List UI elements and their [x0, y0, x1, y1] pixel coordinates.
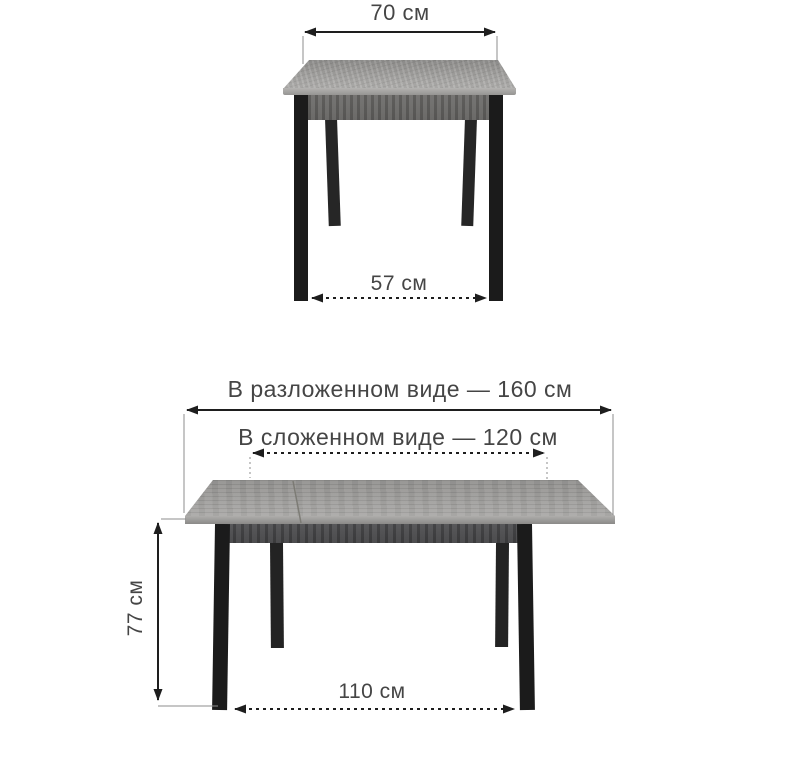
tabletop-edge — [185, 516, 615, 524]
dim-110-label: 110 см — [338, 680, 406, 703]
table-leg-rear-right — [495, 543, 509, 647]
dim-160-extended-label: В разложенном виде — 160 см — [227, 376, 573, 402]
tabletop-edge — [283, 88, 516, 95]
table-apron — [217, 524, 532, 543]
table-leg-front-left — [294, 94, 308, 301]
table-leg-rear-right — [461, 118, 477, 226]
dim-77-lines — [158, 519, 218, 706]
table-leg-rear-left — [270, 543, 284, 648]
dim-120-lines — [250, 453, 547, 479]
dim-77-height-label: 77 см — [124, 579, 147, 637]
dim-70-lines — [303, 32, 497, 64]
dim-57-label: 57 см — [370, 272, 428, 295]
dim-120-folded-label: В сложенном виде — 120 см — [238, 424, 558, 450]
dim-70-label: 70 см — [370, 0, 430, 25]
table-apron — [301, 95, 491, 120]
table-leg-front-right — [517, 524, 535, 710]
table-leg-rear-left — [325, 118, 341, 226]
tabletop-surface — [185, 480, 615, 516]
tabletop-surface — [283, 60, 516, 89]
table-leg-front-right — [489, 94, 503, 301]
table-leg-front-left — [212, 524, 230, 710]
